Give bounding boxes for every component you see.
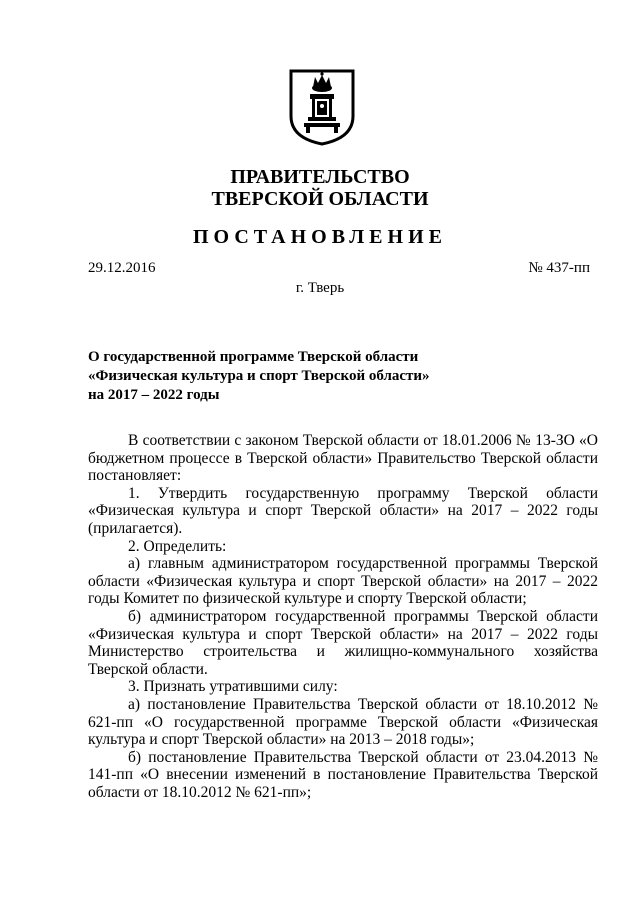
document-body — [88, 432, 598, 801]
body-paragraph: б) администратором государственной программы Тверской области «Физическая культура и спорт Тверской области» на 2017 – 2022 годы Министерство строительства и жилищно-коммунального хозяйства Тверской области. — [88, 607, 598, 678]
document-date: 29.12.2016 — [88, 260, 156, 276]
subject-line: на 2017 – 2022 годы — [88, 387, 220, 403]
body-paragraph: а) постановление Правительства Тверской области от 18.10.2012 № 621-пп «О государственной программе Тверской области «Физическая культура и спорт Тверской области» на 2013 – 2018 годы»; — [88, 695, 598, 749]
document-city: г. Тверь — [295, 280, 345, 296]
body-paragraph: 3. Признать утратившими силу: — [128, 678, 338, 696]
org-name-line1: ПРАВИТЕЛЬСТВО — [230, 166, 410, 188]
body-paragraph: а) главным администратором государственной программы Тверской области «Физическая культура и спорт Тверской области» на 2017 – 2022 годы Комитет по физической культуре и спорту Тверской области; — [88, 555, 598, 608]
document-number: № 437-пп — [528, 260, 590, 276]
document-type: ПОСТАНОВЛЕНИЕ — [193, 226, 447, 248]
body-paragraph: В соответствии с законом Тверской области от 18.01.2006 № 13-ЗО «О бюджетном процессе в Тверской области» Правительство Тверской области постановляет: — [88, 432, 598, 485]
body-paragraph: 1. Утвердить государственную программу Тверской области «Физическая культура и спорт Тверской области» на 2017 – 2022 годы (прилагается). — [88, 484, 598, 537]
document-subject — [88, 348, 508, 405]
subject-line: О государственной программе Тверской области — [88, 349, 419, 365]
body-paragraph: 2. Определить: — [128, 537, 227, 555]
tver-coat-of-arms-icon — [288, 68, 356, 146]
subject-line: «Физическая культура и спорт Тверской области» — [88, 368, 430, 384]
body-paragraph: б) постановление Правительства Тверской области от 23.04.2013 № 141-пп «О внесении изменений в постановление Правительства Тверской области от 18.10.2012 № 621-пп»; — [88, 748, 598, 801]
org-name-line2: ТВЕРСКОЙ ОБЛАСТИ — [211, 188, 429, 210]
